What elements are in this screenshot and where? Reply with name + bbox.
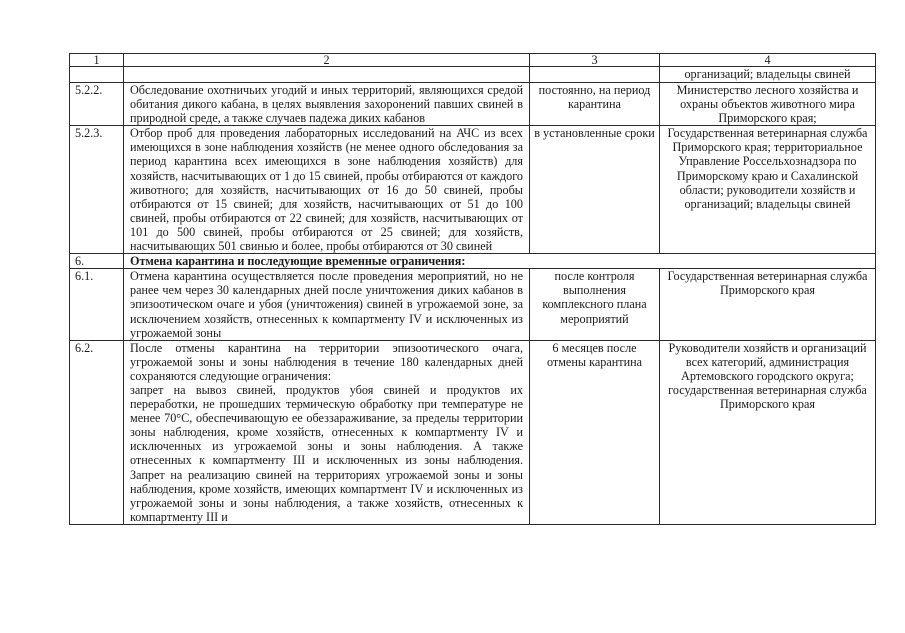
- column-number-row: [70, 54, 876, 67]
- document-page: [69, 53, 875, 525]
- measures-table: [69, 53, 876, 525]
- table-row: [70, 340, 876, 524]
- measure-intro: После отмены карантина на территории эпизоотического очага, угрожаемой зоны и зоны наблюдения в течение 180 календарных дней сохраняются следующие ограничения:: [130, 340, 523, 383]
- item-number: 6.1.: [70, 269, 124, 340]
- measure-text: Отмена карантина осуществляется после проведения мероприятий, но не ранее чем через 30 календарных дней после уничтожения диких кабанов в эпизоотическом очаге и убоя (уничтожения) свиней в угрожаемой зоне, за исключением хозяйств, отнесенных к компартменту IV и исключенных из угрожаемой зоны: [124, 269, 530, 340]
- item-number: 5.2.3.: [70, 126, 124, 254]
- measure-text: [124, 340, 530, 524]
- table-row: [70, 83, 876, 126]
- column-number-3: 3: [530, 54, 660, 67]
- table-row: [70, 269, 876, 340]
- responsible-cell: Министерство лесного хозяйства и охраны объектов животного мира Приморского края;: [660, 83, 876, 126]
- column-number-2: 2: [124, 54, 530, 67]
- continuation-row: [70, 67, 876, 83]
- responsible-cell: Государственная ветеринарная служба Приморского края; территориальное Управление Россельхознадзора по Приморскому краю и Сахалинской области; руководители хозяйств и организаций; владельцы свиней: [660, 126, 876, 254]
- item-number: 5.2.2.: [70, 83, 124, 126]
- section-row: [70, 254, 876, 269]
- column-number-1: 1: [70, 54, 124, 67]
- item-number: 6.2.: [70, 340, 124, 524]
- deadline-cell: после контроля выполнения комплексного плана мероприятий: [530, 269, 660, 340]
- responsible-cell: организаций; владельцы свиней: [660, 67, 876, 83]
- measure-text: Отбор проб для проведения лабораторных исследований на АЧС из всех имеющихся в зоне наблюдения хозяйств (не менее одного обследования за период карантина всех имеющихся в зоне наблюдения хозяйств) для хозяйств, насчитывающих от 1 до 15 свиней, пробы отбираются от каждого животного; для хозяйств, насчитывающих от 16 до 50 свиней, пробы отбираются от 15 свиней; для хозяйств, насчитывающих от 51 до 100 свиней, пробы отбираются от 22 свиней; для хозяйств, насчитывающих от 101 до 500 свиней, пробы отбираются от 25 свиней; для хозяйств, насчитывающих 501 свинью и более, пробы отбираются от 30 свиней: [124, 126, 530, 254]
- measure-restrictions: запрет на вывоз свиней, продуктов убоя свиней и продуктов их переработки, не прошедших термическую обработку при температуре не менее 70°С, обеспечивающую ее обеззараживание, за пределы территории зоны наблюдения, кроме хозяйств, отнесенных к компартменту IV и исключенных из угрожаемой зоны и зоны наблюдения. А также отнесенных к компартменту III и исключенных из зоны наблюдения. Запрет на реализацию свиней на территориях угрожаемой зоны и зоны наблюдения, кроме хозяйств, имеющих компартмент IV и исключенных из угрожаемой зоны и зоны наблюдения, а также хозяйств, отнесенных к компартменту III и: [130, 382, 523, 524]
- measure-text: Обследование охотничьих угодий и иных территорий, являющихся средой обитания дикого кабана, в целях выявления захоронений павших свиней в природной среде, а также случаев падежа диких кабанов: [124, 83, 530, 126]
- responsible-cell: Государственная ветеринарная служба Приморского края: [660, 269, 876, 340]
- deadline-cell: в установленные сроки: [530, 126, 660, 254]
- section-number: 6.: [70, 254, 124, 269]
- deadline-cell: постоянно, на период карантина: [530, 83, 660, 126]
- deadline-cell: 6 месяцев после отмены карантина: [530, 340, 660, 524]
- responsible-cell: Руководители хозяйств и организаций всех категорий, администрация Артемовского городского округа; государственная ветеринарная служба Приморского края: [660, 340, 876, 524]
- section-title: Отмена карантина и последующие временные ограничения:: [124, 254, 876, 269]
- table-row: [70, 126, 876, 254]
- column-number-4: 4: [660, 54, 876, 67]
